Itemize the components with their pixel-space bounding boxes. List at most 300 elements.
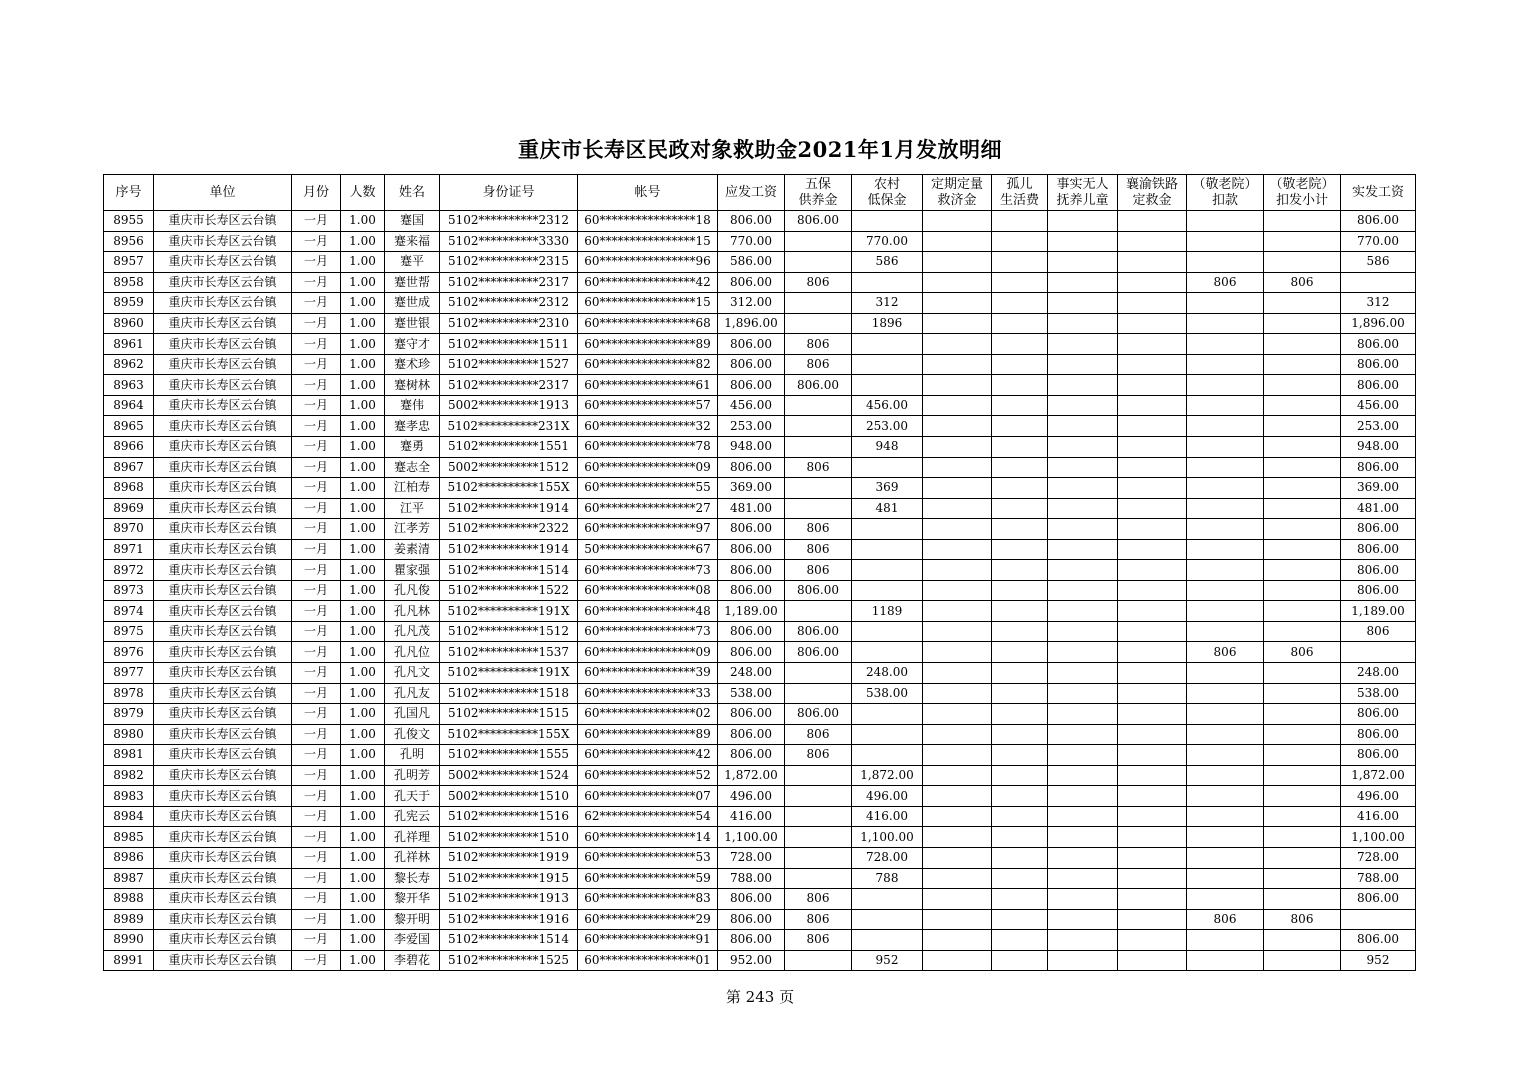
- cell-wubao-support: [785, 293, 852, 314]
- cell-nursing-home-withheld: [1264, 683, 1341, 704]
- cell-gross-pay: 728.00: [718, 847, 785, 868]
- cell-fixed-relief: [923, 683, 992, 704]
- cell-month: 一月: [292, 211, 341, 232]
- column-header-text: 人数: [349, 184, 376, 200]
- cell-xiangyu-railway-relief: [1118, 560, 1187, 581]
- cell-xiangyu-railway-relief: [1118, 868, 1187, 889]
- column-header-text: （敬老院）: [1269, 176, 1335, 192]
- column-header-text: 身份证号: [482, 184, 535, 200]
- cell-unit: 重庆市长寿区云台镇: [154, 663, 292, 684]
- cell-de-facto-orphan: [1048, 868, 1118, 889]
- cell-de-facto-orphan: [1048, 437, 1118, 458]
- cell-gross-pay: 253.00: [718, 416, 785, 437]
- cell-name: 蹇孝忠: [385, 416, 440, 437]
- cell-id-number: 5102**********1511: [440, 334, 578, 355]
- cell-account: 60****************53: [578, 847, 718, 868]
- cell-id-number: 5102**********1514: [440, 560, 578, 581]
- cell-fixed-relief: [923, 580, 992, 601]
- cell-month: 一月: [292, 765, 341, 786]
- column-header-text: 扣款: [1211, 192, 1238, 208]
- cell-month: 一月: [292, 334, 341, 355]
- cell-net-pay: [1341, 272, 1416, 293]
- table-row: [104, 375, 1416, 396]
- cell-count: 1.00: [341, 683, 385, 704]
- cell-wubao-support: [785, 313, 852, 334]
- cell-count: 1.00: [341, 539, 385, 560]
- cell-gross-pay: 806.00: [718, 704, 785, 725]
- cell-wubao-support: [785, 847, 852, 868]
- cell-wubao-support: [785, 437, 852, 458]
- cell-gross-pay: 806.00: [718, 889, 785, 910]
- cell-net-pay: 253.00: [1341, 416, 1416, 437]
- cell-account: 60****************96: [578, 252, 718, 273]
- cell-name: 蹇来福: [385, 231, 440, 252]
- cell-nursing-home-withheld: [1264, 889, 1341, 910]
- cell-name: 蹇世帮: [385, 272, 440, 293]
- cell-wubao-support: 806: [785, 724, 852, 745]
- cell-unit: 重庆市长寿区云台镇: [154, 745, 292, 766]
- cell-gross-pay: 456.00: [718, 395, 785, 416]
- cell-count: 1.00: [341, 334, 385, 355]
- cell-gross-pay: 806.00: [718, 354, 785, 375]
- cell-count: 1.00: [341, 806, 385, 827]
- cell-id-number: 5102**********1514: [440, 930, 578, 951]
- column-header-de-facto-orphan: [1048, 175, 1118, 211]
- cell-net-pay: 1,896.00: [1341, 313, 1416, 334]
- cell-nursing-home-withheld: [1264, 334, 1341, 355]
- cell-id-number: 5102**********1527: [440, 354, 578, 375]
- cell-gross-pay: 806.00: [718, 334, 785, 355]
- cell-nursing-home-deduction: [1187, 211, 1264, 232]
- cell-account: 60****************89: [578, 724, 718, 745]
- cell-seq: 8977: [104, 663, 154, 684]
- cell-wubao-support: [785, 416, 852, 437]
- cell-net-pay: 806.00: [1341, 334, 1416, 355]
- cell-unit: 重庆市长寿区云台镇: [154, 827, 292, 848]
- cell-gross-pay: 948.00: [718, 437, 785, 458]
- cell-xiangyu-railway-relief: [1118, 313, 1187, 334]
- cell-xiangyu-railway-relief: [1118, 847, 1187, 868]
- cell-unit: 重庆市长寿区云台镇: [154, 683, 292, 704]
- cell-seq: 8964: [104, 395, 154, 416]
- cell-fixed-relief: [923, 724, 992, 745]
- cell-fixed-relief: [923, 601, 992, 622]
- cell-nursing-home-deduction: [1187, 580, 1264, 601]
- cell-de-facto-orphan: [1048, 457, 1118, 478]
- cell-fixed-relief: [923, 498, 992, 519]
- cell-name: 瞿家强: [385, 560, 440, 581]
- cell-id-number: 5102**********2312: [440, 293, 578, 314]
- cell-gross-pay: 481.00: [718, 498, 785, 519]
- cell-rural-dibao: 770.00: [852, 231, 923, 252]
- cell-month: 一月: [292, 539, 341, 560]
- cell-name: 孔宪云: [385, 806, 440, 827]
- cell-nursing-home-deduction: [1187, 334, 1264, 355]
- column-header-text: 农村: [873, 176, 900, 192]
- cell-seq: 8963: [104, 375, 154, 396]
- cell-id-number: 5002**********1524: [440, 765, 578, 786]
- cell-rural-dibao: 1,100.00: [852, 827, 923, 848]
- cell-net-pay: 948.00: [1341, 437, 1416, 458]
- cell-xiangyu-railway-relief: [1118, 950, 1187, 971]
- cell-count: 1.00: [341, 724, 385, 745]
- cell-nursing-home-withheld: [1264, 806, 1341, 827]
- cell-count: 1.00: [341, 786, 385, 807]
- column-header-text: 实发工资: [1351, 184, 1404, 200]
- cell-name: 黎开华: [385, 889, 440, 910]
- cell-xiangyu-railway-relief: [1118, 663, 1187, 684]
- cell-id-number: 5102**********1555: [440, 745, 578, 766]
- cell-month: 一月: [292, 457, 341, 478]
- cell-orphan-allowance: [992, 663, 1048, 684]
- cell-id-number: 5102**********231X: [440, 416, 578, 437]
- cell-nursing-home-withheld: [1264, 930, 1341, 951]
- cell-xiangyu-railway-relief: [1118, 704, 1187, 725]
- cell-net-pay: 538.00: [1341, 683, 1416, 704]
- cell-gross-pay: 806.00: [718, 272, 785, 293]
- cell-nursing-home-deduction: [1187, 293, 1264, 314]
- table-row: [104, 765, 1416, 786]
- cell-seq: 8985: [104, 827, 154, 848]
- table-row: [104, 313, 1416, 334]
- cell-nursing-home-deduction: [1187, 601, 1264, 622]
- cell-count: 1.00: [341, 313, 385, 334]
- cell-name: 孔国凡: [385, 704, 440, 725]
- cell-wubao-support: 806: [785, 909, 852, 930]
- cell-nursing-home-withheld: [1264, 395, 1341, 416]
- cell-gross-pay: 248.00: [718, 663, 785, 684]
- cell-wubao-support: 806: [785, 889, 852, 910]
- cell-rural-dibao: 538.00: [852, 683, 923, 704]
- cell-rural-dibao: 253.00: [852, 416, 923, 437]
- cell-rural-dibao: [852, 621, 923, 642]
- cell-rural-dibao: 952: [852, 950, 923, 971]
- cell-wubao-support: 806.00: [785, 621, 852, 642]
- cell-nursing-home-deduction: 806: [1187, 272, 1264, 293]
- cell-id-number: 5102**********3330: [440, 231, 578, 252]
- cell-nursing-home-deduction: [1187, 313, 1264, 334]
- cell-xiangyu-railway-relief: [1118, 806, 1187, 827]
- cell-net-pay: 952: [1341, 950, 1416, 971]
- cell-seq: 8969: [104, 498, 154, 519]
- cell-name: 江平: [385, 498, 440, 519]
- cell-month: 一月: [292, 704, 341, 725]
- cell-rural-dibao: [852, 334, 923, 355]
- column-header-text: （敬老院）: [1192, 176, 1258, 192]
- cell-id-number: 5102**********2312: [440, 211, 578, 232]
- cell-rural-dibao: 1,872.00: [852, 765, 923, 786]
- cell-id-number: 5102**********1510: [440, 827, 578, 848]
- cell-count: 1.00: [341, 293, 385, 314]
- cell-wubao-support: 806: [785, 519, 852, 540]
- table-row: [104, 724, 1416, 745]
- cell-de-facto-orphan: [1048, 683, 1118, 704]
- cell-account: 60****************29: [578, 909, 718, 930]
- cell-id-number: 5102**********2317: [440, 375, 578, 396]
- cell-name: 蹇志全: [385, 457, 440, 478]
- cell-gross-pay: 806.00: [718, 930, 785, 951]
- cell-gross-pay: 806.00: [718, 211, 785, 232]
- column-header-xiangyu-railway-relief: [1118, 175, 1187, 211]
- cell-net-pay: [1341, 909, 1416, 930]
- cell-account: 60****************39: [578, 663, 718, 684]
- cell-unit: 重庆市长寿区云台镇: [154, 231, 292, 252]
- cell-gross-pay: 806.00: [718, 724, 785, 745]
- cell-fixed-relief: [923, 416, 992, 437]
- cell-seq: 8962: [104, 354, 154, 375]
- cell-fixed-relief: [923, 621, 992, 642]
- cell-gross-pay: 806.00: [718, 580, 785, 601]
- cell-fixed-relief: [923, 704, 992, 725]
- cell-seq: 8960: [104, 313, 154, 334]
- cell-fixed-relief: [923, 786, 992, 807]
- cell-month: 一月: [292, 231, 341, 252]
- table-row: [104, 519, 1416, 540]
- cell-fixed-relief: [923, 560, 992, 581]
- cell-orphan-allowance: [992, 950, 1048, 971]
- cell-fixed-relief: [923, 642, 992, 663]
- cell-orphan-allowance: [992, 786, 1048, 807]
- cell-unit: 重庆市长寿区云台镇: [154, 313, 292, 334]
- cell-month: 一月: [292, 868, 341, 889]
- cell-id-number: 5102**********1525: [440, 950, 578, 971]
- cell-id-number: 5102**********2315: [440, 252, 578, 273]
- column-header-text: 扣发小计: [1275, 192, 1328, 208]
- table-row: [104, 293, 1416, 314]
- cell-net-pay: 806.00: [1341, 354, 1416, 375]
- cell-unit: 重庆市长寿区云台镇: [154, 354, 292, 375]
- cell-orphan-allowance: [992, 375, 1048, 396]
- cell-name: 江柏寿: [385, 478, 440, 499]
- cell-xiangyu-railway-relief: [1118, 478, 1187, 499]
- cell-count: 1.00: [341, 560, 385, 581]
- column-header-text: 供养金: [798, 192, 838, 208]
- cell-net-pay: 1,872.00: [1341, 765, 1416, 786]
- cell-seq: 8966: [104, 437, 154, 458]
- cell-gross-pay: 806.00: [718, 519, 785, 540]
- table-row: [104, 580, 1416, 601]
- cell-orphan-allowance: [992, 539, 1048, 560]
- cell-rural-dibao: 1189: [852, 601, 923, 622]
- cell-nursing-home-withheld: [1264, 252, 1341, 273]
- cell-wubao-support: 806: [785, 539, 852, 560]
- cell-fixed-relief: [923, 457, 992, 478]
- cell-seq: 8974: [104, 601, 154, 622]
- cell-gross-pay: 788.00: [718, 868, 785, 889]
- table-row: [104, 704, 1416, 725]
- cell-account: 60****************73: [578, 560, 718, 581]
- cell-net-pay: 788.00: [1341, 868, 1416, 889]
- table-row: [104, 683, 1416, 704]
- cell-xiangyu-railway-relief: [1118, 375, 1187, 396]
- cell-rural-dibao: 481: [852, 498, 923, 519]
- cell-count: 1.00: [341, 621, 385, 642]
- cell-name: 孔明: [385, 745, 440, 766]
- cell-xiangyu-railway-relief: [1118, 457, 1187, 478]
- cell-wubao-support: [785, 395, 852, 416]
- cell-seq: 8980: [104, 724, 154, 745]
- cell-count: 1.00: [341, 745, 385, 766]
- column-header-text: 生活费: [999, 192, 1039, 208]
- cell-id-number: 5102**********1518: [440, 683, 578, 704]
- cell-id-number: 5102**********1515: [440, 704, 578, 725]
- page-number: 第 243 页: [725, 988, 795, 1006]
- cell-nursing-home-withheld: [1264, 601, 1341, 622]
- cell-account: 50****************67: [578, 539, 718, 560]
- cell-de-facto-orphan: [1048, 745, 1118, 766]
- cell-name: 蹇世成: [385, 293, 440, 314]
- cell-wubao-support: 806.00: [785, 642, 852, 663]
- cell-net-pay: 312: [1341, 293, 1416, 314]
- cell-seq: 8986: [104, 847, 154, 868]
- cell-rural-dibao: 456.00: [852, 395, 923, 416]
- cell-nursing-home-deduction: [1187, 252, 1264, 273]
- cell-id-number: 5102**********1916: [440, 909, 578, 930]
- cell-id-number: 5102**********155X: [440, 478, 578, 499]
- cell-nursing-home-withheld: [1264, 847, 1341, 868]
- cell-nursing-home-deduction: [1187, 621, 1264, 642]
- cell-rural-dibao: [852, 909, 923, 930]
- cell-gross-pay: 1,872.00: [718, 765, 785, 786]
- cell-nursing-home-deduction: [1187, 560, 1264, 581]
- cell-wubao-support: 806: [785, 745, 852, 766]
- cell-name: 孔凡文: [385, 663, 440, 684]
- cell-orphan-allowance: [992, 847, 1048, 868]
- cell-name: 孔明芳: [385, 765, 440, 786]
- cell-de-facto-orphan: [1048, 806, 1118, 827]
- table-row: [104, 950, 1416, 971]
- cell-nursing-home-deduction: [1187, 395, 1264, 416]
- cell-net-pay: 456.00: [1341, 395, 1416, 416]
- cell-de-facto-orphan: [1048, 642, 1118, 663]
- cell-net-pay: 806.00: [1341, 560, 1416, 581]
- cell-account: 60****************89: [578, 334, 718, 355]
- cell-id-number: 5102**********1522: [440, 580, 578, 601]
- cell-xiangyu-railway-relief: [1118, 889, 1187, 910]
- cell-unit: 重庆市长寿区云台镇: [154, 847, 292, 868]
- cell-xiangyu-railway-relief: [1118, 293, 1187, 314]
- cell-gross-pay: 770.00: [718, 231, 785, 252]
- cell-fixed-relief: [923, 252, 992, 273]
- cell-wubao-support: [785, 252, 852, 273]
- table-row: [104, 252, 1416, 273]
- cell-rural-dibao: [852, 211, 923, 232]
- cell-seq: 8981: [104, 745, 154, 766]
- cell-fixed-relief: [923, 909, 992, 930]
- cell-unit: 重庆市长寿区云台镇: [154, 293, 292, 314]
- cell-orphan-allowance: [992, 909, 1048, 930]
- cell-fixed-relief: [923, 663, 992, 684]
- cell-name: 孔祥理: [385, 827, 440, 848]
- cell-seq: 8958: [104, 272, 154, 293]
- cell-count: 1.00: [341, 847, 385, 868]
- cell-gross-pay: 1,100.00: [718, 827, 785, 848]
- cell-nursing-home-deduction: [1187, 231, 1264, 252]
- cell-fixed-relief: [923, 354, 992, 375]
- cell-rural-dibao: 312: [852, 293, 923, 314]
- cell-rural-dibao: [852, 560, 923, 581]
- cell-fixed-relief: [923, 375, 992, 396]
- cell-de-facto-orphan: [1048, 786, 1118, 807]
- cell-month: 一月: [292, 642, 341, 663]
- cell-rural-dibao: 416.00: [852, 806, 923, 827]
- cell-rural-dibao: [852, 889, 923, 910]
- cell-orphan-allowance: [992, 827, 1048, 848]
- cell-month: 一月: [292, 560, 341, 581]
- cell-month: 一月: [292, 786, 341, 807]
- cell-nursing-home-withheld: [1264, 539, 1341, 560]
- cell-seq: 8991: [104, 950, 154, 971]
- cell-id-number: 5102**********1512: [440, 621, 578, 642]
- cell-orphan-allowance: [992, 354, 1048, 375]
- cell-account: 60****************48: [578, 601, 718, 622]
- cell-count: 1.00: [341, 498, 385, 519]
- cell-fixed-relief: [923, 868, 992, 889]
- table-row: [104, 847, 1416, 868]
- cell-xiangyu-railway-relief: [1118, 252, 1187, 273]
- cell-account: 60****************08: [578, 580, 718, 601]
- cell-nursing-home-deduction: [1187, 724, 1264, 745]
- cell-net-pay: 770.00: [1341, 231, 1416, 252]
- cell-nursing-home-deduction: [1187, 950, 1264, 971]
- cell-nursing-home-withheld: [1264, 354, 1341, 375]
- column-header-text: 低保金: [867, 192, 907, 208]
- table-row: [104, 806, 1416, 827]
- cell-nursing-home-deduction: [1187, 457, 1264, 478]
- cell-de-facto-orphan: [1048, 601, 1118, 622]
- cell-wubao-support: 806: [785, 930, 852, 951]
- column-header-seq: [104, 175, 154, 211]
- cell-de-facto-orphan: [1048, 765, 1118, 786]
- cell-account: 60****************42: [578, 272, 718, 293]
- cell-wubao-support: 806: [785, 334, 852, 355]
- cell-month: 一月: [292, 580, 341, 601]
- cell-wubao-support: [785, 231, 852, 252]
- cell-name: 蹇国: [385, 211, 440, 232]
- cell-gross-pay: 806.00: [718, 621, 785, 642]
- cell-month: 一月: [292, 437, 341, 458]
- cell-account: 60****************09: [578, 642, 718, 663]
- cell-month: 一月: [292, 519, 341, 540]
- column-header-text: 襄渝铁路: [1125, 176, 1178, 192]
- column-header-text: 姓名: [398, 184, 425, 200]
- cell-nursing-home-deduction: [1187, 683, 1264, 704]
- cell-name: 孔凡林: [385, 601, 440, 622]
- cell-id-number: 5002**********1512: [440, 457, 578, 478]
- cell-account: 60****************18: [578, 211, 718, 232]
- cell-xiangyu-railway-relief: [1118, 827, 1187, 848]
- cell-wubao-support: 806: [785, 354, 852, 375]
- cell-xiangyu-railway-relief: [1118, 231, 1187, 252]
- cell-id-number: 5002**********1913: [440, 395, 578, 416]
- cell-orphan-allowance: [992, 313, 1048, 334]
- cell-fixed-relief: [923, 293, 992, 314]
- cell-xiangyu-railway-relief: [1118, 601, 1187, 622]
- cell-orphan-allowance: [992, 252, 1048, 273]
- cell-unit: 重庆市长寿区云台镇: [154, 457, 292, 478]
- cell-unit: 重庆市长寿区云台镇: [154, 211, 292, 232]
- cell-orphan-allowance: [992, 704, 1048, 725]
- cell-nursing-home-deduction: [1187, 889, 1264, 910]
- cell-nursing-home-withheld: [1264, 437, 1341, 458]
- cell-name: 黎开明: [385, 909, 440, 930]
- cell-name: 蹇平: [385, 252, 440, 273]
- cell-de-facto-orphan: [1048, 252, 1118, 273]
- cell-count: 1.00: [341, 704, 385, 725]
- cell-orphan-allowance: [992, 293, 1048, 314]
- cell-month: 一月: [292, 416, 341, 437]
- cell-rural-dibao: 728.00: [852, 847, 923, 868]
